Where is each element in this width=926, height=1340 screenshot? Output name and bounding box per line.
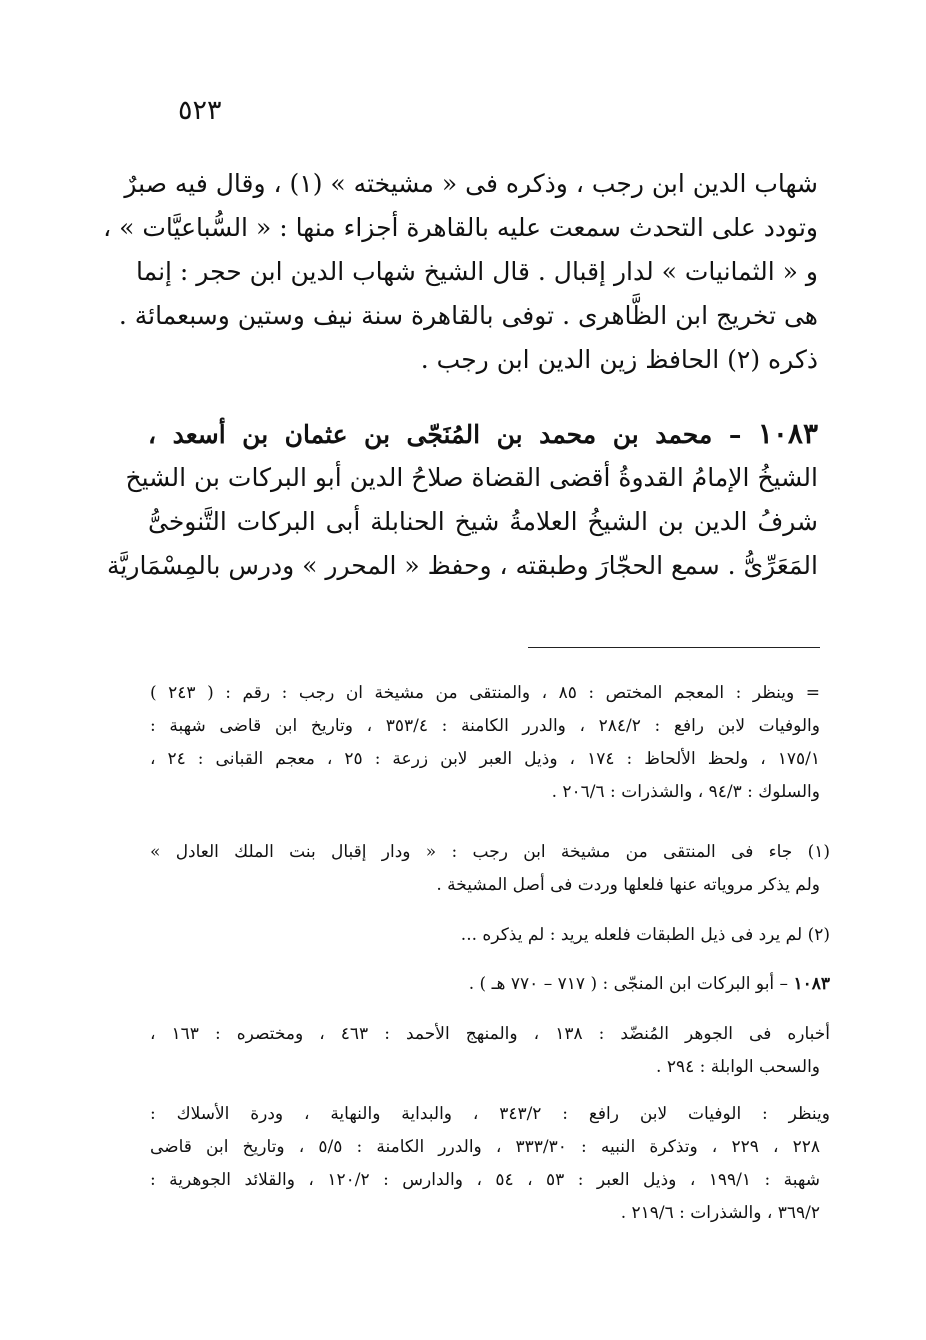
page-number: ٥٢٣ — [178, 95, 222, 126]
footnote-separator — [528, 647, 820, 648]
main-text-line: هى تخريج ابن الظَّاهرى . توفى بالقاهرة سنة نيف وستين وسبعمائة . — [118, 301, 818, 330]
entry-footnote-text: – أبو البركات ابن المنجّى : ( ٧١٧ – ٧٧٠ هـ ) . — [468, 974, 794, 994]
main-text-line: وتودد على التحدث سمعت عليه بالقاهرة أجزاء منها : « السُّباعيَّات » ، — [103, 213, 818, 242]
main-text-line: ذكره (٢) الحافظ زين الدين ابن رجب . — [420, 345, 818, 374]
entry-text-line: شرفُ الدين بن الشيخُ العلامةُ شيخ الحنابلة أبى البركات التَّنوخىُّ — [148, 507, 818, 536]
entry-footnote-heading — [150, 968, 830, 1001]
footnote-line: والسلوك : ٩٤/٣ ، والشذرات : ٢٠٦/٦ . — [551, 782, 820, 802]
sources-line: وينظر : الوفيات لابن رافع : ٣٤٣/٢ ، والبداية والنهاية ، ودرة الأسلاك : — [150, 1104, 830, 1124]
entry-heading — [148, 412, 818, 456]
akhbar-line: والسحب الوابلة : ٢٩٤ . — [656, 1057, 820, 1077]
akhbar-line: أخباره فى الجوهر المُنضّد : ١٣٨ ، والمنهج الأحمد : ٤٦٣ ، ومختصره : ١٦٣ ، — [150, 1024, 831, 1044]
entry-text-line: المَعَرِّىُّ . سمع الحجّارَ وطبقته ، وحفظ « المحرر » ودرس بالمِسْمَاريَّة — [107, 551, 818, 580]
footnote-line: والوفيات لابن رافع : ٢٨٤/٢ ، والدرر الكامنة : ٣٥٣/٤ ، وتاريخ ابن قاضى شهبة : — [150, 716, 820, 736]
footnote-1-line: ولم يذكر مروياته عنها فلعلها وردت فى أصل المشيخة . — [436, 875, 820, 895]
entry-footnote-number: ١٠٨٣ — [793, 974, 830, 994]
sources-line: ٣٦٩/٢ ، والشذرات : ٢١٩/٦ . — [620, 1203, 820, 1223]
entry-text-line: الشيخُ الإمامُ القدوةُ أقضى القضاة صلاحُ الدين أبو البركات بن الشيخ — [125, 463, 818, 492]
footnote-line: ١٧٥/١ ، ولحظ الألحاظ : ١٧٤ ، وذيل العبر لابن زرعة : ٢٥ ، معجم القبانى : ٢٤ ، — [150, 749, 821, 769]
entry-dash: – — [712, 420, 758, 449]
sources-line: شهبة : ١٩٩/١ ، وذيل العبر : ٥٣ ، ٥٤ ، والدارس : ١٢٠/٢ ، والقلائد الجوهرية : — [150, 1170, 820, 1190]
sources-line: ٢٢٨ ، ٢٢٩ ، وتذكرة النبيه : ٣٣٣/٣٠ ، والدرر الكامنة : ٥/٥ ، وتاريخ ابن قاضى — [150, 1137, 820, 1157]
footnote-line: = وينظر : المعجم المختص : ٨٥ ، والمنتقى من مشيخة ان رجب : رقم : ( ٢٤٣ ) — [150, 683, 820, 703]
entry-number: ١٠٨٣ — [757, 417, 818, 450]
main-text-line: شهاب الدين ابن رجب ، وذكره فى « مشيخته » (١) ، وقال فيه صبرٌ — [124, 169, 818, 198]
main-text-line: و « الثمانيات » لدار إقبال . قال الشيخ شهاب الدين ابن حجر : إنما — [136, 257, 818, 286]
entry-name: محمد بن محمد بن المُنَجّى بن عثمان بن أسعد ، — [148, 420, 713, 449]
footnote-2-line: (٢) لم يرد فى ذيل الطبقات فلعله يريد : لم يذكره ... — [460, 925, 830, 945]
footnote-1-line: (١) جاء فى المنتقى من مشيخة ابن رجب : « ودار إقبال بنت الملك العادل » — [150, 842, 830, 862]
